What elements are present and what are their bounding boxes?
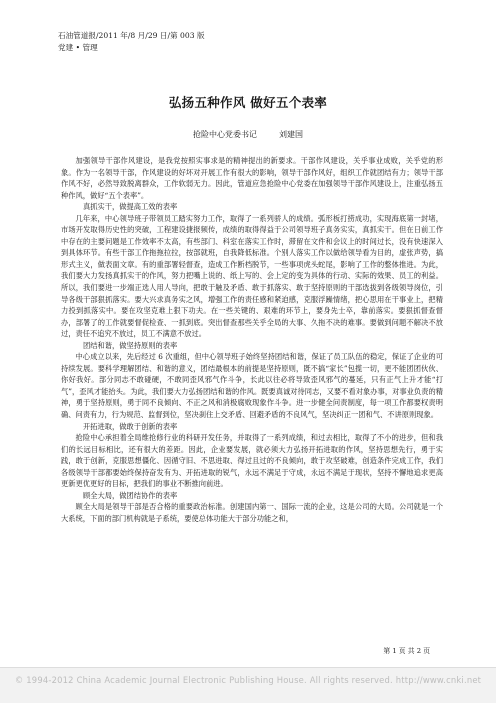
paragraph: 抢险中心承担着全局维抢修行业的科研开发任务，并取得了一系列成绩，和过去相比，取得了不小的进步，但和我们的长远目标相比，还有很大的差距。因此，企业要发展，就必须大力弘扬开拓进取的作风，坚持思想先行，勇于实践，敢于创新，克服思想僵化、因循守旧、不思进取、得过且过的不良倾向，敢于攻坚破难，创造条件完成工作，我们各级领导干部都要始终保持奋发有为、开拓进取的锐气，永远不满足于守成，永远不满足于现状，坚持不懈地追求更高更新更优更好的目标，把我们的事业不断推向前进。 bbox=[61, 433, 443, 489]
author-unit: 抢险中心党委书记 bbox=[193, 130, 257, 139]
paragraph: 几年来，中心领导班子带领员工踏实努力工作，取得了一系列骄人的成绩。弧形板打捞成功，实现海底第一封堵，市场开发取得历史性的突破，工程建设捷报频传，成绩的取得得益于公司领导班子真务实实，真抓实干。但在日前工作中存在的主要问题是工作效率不太高，有些部门、科室在落实工作时，滞留在文件和会议上的时间过长，没有快速深入到具体环节。有些干部工作拖拖拉拉，按部就班，自我降低标准。个别人落实工作以做给领导看为目的，虚张声势，搞形式主义，做表面文章。有的重部署轻督查，造成工作断档脱节，一些事项虎头蛇尾，影响了工作的整体推进。为此，我们要大力发扬真抓实干的作风，努力把嘴上说的、纸上写的、会上定的变为具体的行动、实际的效果、员工的利益。所以，我们要进一步端正选人用人导向，把敢于触及矛盾、敢于抓落实、敢于坚持原则的干部选拔到各级领导岗位，引导各级干部狠抓落实。要大兴求真务实之风，增强工作的责任感和紧迫感，克服浮躁情绪，把心思用在干事业上，把精力投到抓落实中。要在攻坚克难上狠下功夫。在一些关键的、艰难的环节上，要身先士卒，靠前落实。要狠抓督查督办，部署了的工作就要督促检查、一抓到底。突出督查那些关乎全局的大事、久拖不决的难事。要做到问题不解决不放过，责任不追究不放过，员工不满意不放过。 bbox=[61, 213, 443, 339]
section-heading: 团结和谐，做坚持原则的表率 bbox=[83, 340, 178, 350]
paragraph: 中心成立以来，先后经过 6 次重组，但中心领导班子始终坚持团结和谐，保证了员工队伍的稳定，保证了企业的可持续发展。要科学理解团结、和谐的意义，团结最根本的前提是坚持原则，既不搞“家长”包揽一切，更不能团团伙伙、你好我好。部分同志不敢碰硬，不敢同歪风邪气作斗争，长此以往必将导致歪风邪气的蔓延，只有正气上升才能“打气”，歪风才能抬头。为此，我们要大力弘扬团结和谐的作风。既要真诚对待同志，又要不看对象办事，对事业负责的精神，勇于坚持原则，勇于同不良倾向、不正之风和消极腐败现象作斗争。进一步健全问责制度，每一项工作都要权责明确、问责有力，行为规范、监督到位，坚决刹住上交矛盾、回避矛盾的不良风气，坚决纠正一团和气、不讲原则现象。 bbox=[61, 352, 443, 420]
page-number: 第 1 页 共 2 页 bbox=[383, 647, 430, 655]
section-heading: 顾全大局，做团结协作的表率 bbox=[83, 490, 178, 500]
journal-source-line: 石油管道报/2011 年/8 月/29 日/第 003 版 bbox=[58, 31, 205, 40]
section-heading: 真抓实干，做提高工效的表率 bbox=[83, 202, 178, 212]
author-line bbox=[0, 129, 496, 140]
paragraph: 加强领导干部作风建设，是我党按照实事求是的精神提出的新要求。干部作风建设，关乎事业成败，关乎党的形象。作为一名领导干部，作风建设的好坏对开展工作有很大的影响，领导干部作风好，组织工作就团结有力；领导干部作风不好，必然导致脱离群众，工作软弱无力。因此，管道应急抢险中心党委在加强领导干部作风建设上，注重弘扬五种作风，做好“五个表率”。 bbox=[61, 156, 443, 200]
copyright-text: © 1994-2012 China Academic Journal Electronic Publishing House. All rights reserved. http://www.cnki.net bbox=[14, 675, 482, 685]
article-title: 弘扬五种作风 做好五个表率 bbox=[168, 95, 328, 110]
paragraph: 顾全大局是领导干部是否合格的重要政治标准。创建国内第一、国际一流的企业，这是公司的大局。公司就是一个大系统，下面的部门机构就是子系统，要使总体功能大于部分功能之和， bbox=[61, 502, 443, 523]
author-name: 刘建国 bbox=[279, 130, 303, 139]
article-body bbox=[61, 155, 443, 525]
copyright-footer bbox=[0, 667, 496, 703]
section-heading: 开拓进取，做敢于创新的表率 bbox=[83, 421, 178, 431]
section-line: 党建 • 管理 bbox=[58, 43, 98, 52]
